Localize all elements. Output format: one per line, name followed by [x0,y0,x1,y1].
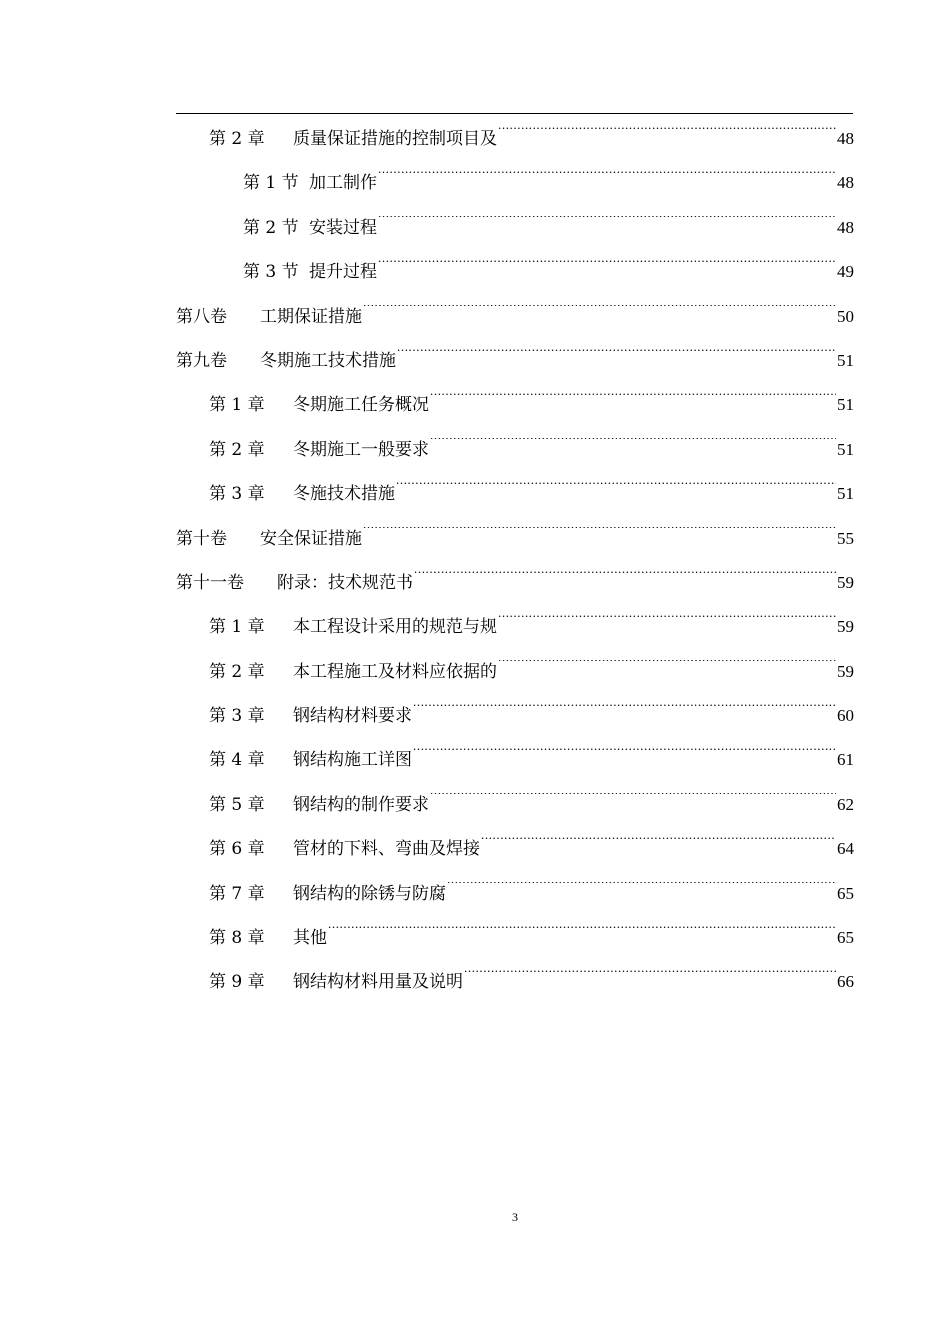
toc-entry[interactable] [176,738,854,782]
toc-entry-title: 钢结构的制作要求 [293,794,429,815]
toc-entry[interactable] [176,383,854,427]
toc-entry-title: 钢结构的除锈与防腐 [293,883,446,904]
toc-entry-number: 第 8 章 [209,928,265,949]
toc-entry-title: 钢结构材料要求 [293,706,412,727]
toc-dot-leader [498,660,836,677]
toc-entry[interactable] [176,161,854,205]
toc-entry[interactable] [176,783,854,827]
toc-entry-page: 65 [837,883,854,903]
toc-entry-page: 50 [837,306,854,326]
toc-entry-page: 66 [837,972,854,992]
toc-entry[interactable] [176,827,854,871]
toc-entry-page: 51 [837,350,854,370]
toc-dot-leader [414,571,836,588]
toc-entry-page: 48 [837,217,854,237]
toc-entry[interactable] [176,872,854,916]
toc-entry[interactable] [176,428,854,472]
toc-entry-page: 60 [837,706,854,726]
toc-entry-number: 第九卷 [176,350,227,371]
toc-entry[interactable] [176,339,854,383]
toc-entry[interactable] [176,561,854,605]
toc-dot-leader [498,615,836,632]
toc-entry-title: 冬期施工技术措施 [260,350,396,371]
toc-entry-number: 第 2 节 [243,217,299,238]
toc-dot-leader [481,837,836,854]
toc-entry[interactable] [176,295,854,339]
toc-entry-title: 安全保证措施 [260,528,362,549]
toc-entry-number: 第 2 章 [209,129,265,149]
toc-dot-leader [396,482,836,499]
toc-entry-title: 其他 [293,928,327,949]
toc-dot-leader [447,882,836,899]
toc-dot-leader [430,393,836,410]
toc-entry-title: 附录：技术规范书 [277,572,413,593]
toc-dot-leader [328,926,836,943]
toc-entry[interactable] [176,916,854,960]
toc-entry-title: 冬期施工任务概况 [293,395,429,416]
toc-entry-page: 51 [837,395,854,415]
toc-entry-page: 64 [837,839,854,859]
header-rule [176,113,853,114]
toc-entry-number: 第八卷 [176,306,227,327]
toc-entry-title: 冬施技术措施 [293,484,395,505]
toc-entry-number: 第 3 节 [243,262,299,283]
toc-entry-page: 51 [837,439,854,459]
toc-entry-number: 第 1 章 [209,617,265,638]
toc-entry-page: 62 [837,794,854,814]
toc-entry-title: 冬期施工一般要求 [293,439,429,460]
toc-entry[interactable] [176,650,854,694]
toc-entry-title: 质量保证措施的控制项目及 [293,129,497,149]
toc-entry[interactable] [176,206,854,250]
toc-entry-number: 第 7 章 [209,883,265,904]
page-number: 3 [512,1210,518,1224]
toc-entry-number: 第 4 章 [209,750,265,771]
toc-entry-number: 第 3 章 [209,706,265,727]
toc-entry-page: 49 [837,262,854,282]
toc-dot-leader [378,171,836,188]
toc-entry-page: 48 [837,173,854,193]
toc-entry[interactable] [176,960,854,1004]
toc-entry-title: 钢结构施工详图 [293,750,412,771]
toc-entry-number: 第 2 章 [209,661,265,682]
toc-dot-leader [498,127,836,144]
toc-dot-leader [378,260,836,277]
toc-entry-page: 65 [837,928,854,948]
toc-entry-page: 61 [837,750,854,770]
toc-entry[interactable] [176,250,854,294]
toc-entry-title: 管材的下料、弯曲及焊接 [293,839,480,860]
toc-dot-leader [378,216,836,233]
toc-dot-leader [397,349,836,366]
toc-entry-number: 第十一卷 [176,572,244,593]
toc-entry-number: 第 5 章 [209,794,265,815]
toc-entry-title: 安装过程 [309,217,377,238]
toc-dot-leader [363,305,836,322]
toc-entry-title: 提升过程 [309,262,377,283]
toc-dot-leader [413,704,836,721]
toc-entry-number: 第十卷 [176,528,227,549]
toc-entry-page: 48 [837,129,854,148]
toc-entry[interactable] [176,117,854,161]
toc-entry-title: 工期保证措施 [260,306,362,327]
toc-entry-page: 59 [837,617,854,637]
toc-entry-title: 本工程施工及材料应依据的 [293,661,497,682]
toc-entry-title: 加工制作 [309,173,377,194]
toc-entry-page: 59 [837,572,854,592]
toc-dot-leader [413,748,836,765]
table-of-contents [176,117,854,1005]
toc-entry[interactable] [176,472,854,516]
toc-entry[interactable] [176,694,854,738]
toc-entry[interactable] [176,517,854,561]
toc-entry-number: 第 6 章 [209,839,265,860]
toc-entry-page: 55 [837,528,854,548]
toc-entry-number: 第 3 章 [209,484,265,505]
toc-dot-leader [363,527,836,544]
toc-entry-number: 第 9 章 [209,972,265,993]
toc-entry-number: 第 1 章 [209,395,265,416]
toc-entry-title: 本工程设计采用的规范与规 [293,617,497,638]
toc-entry-title: 钢结构材料用量及说明 [293,972,463,993]
toc-dot-leader [430,438,836,455]
toc-entry-number: 第 2 章 [209,439,265,460]
toc-dot-leader [430,793,836,810]
toc-dot-leader [464,970,836,987]
toc-entry-page: 51 [837,484,854,504]
toc-entry-number: 第 1 节 [243,173,299,194]
toc-entry[interactable] [176,605,854,649]
toc-entry-page: 59 [837,661,854,681]
